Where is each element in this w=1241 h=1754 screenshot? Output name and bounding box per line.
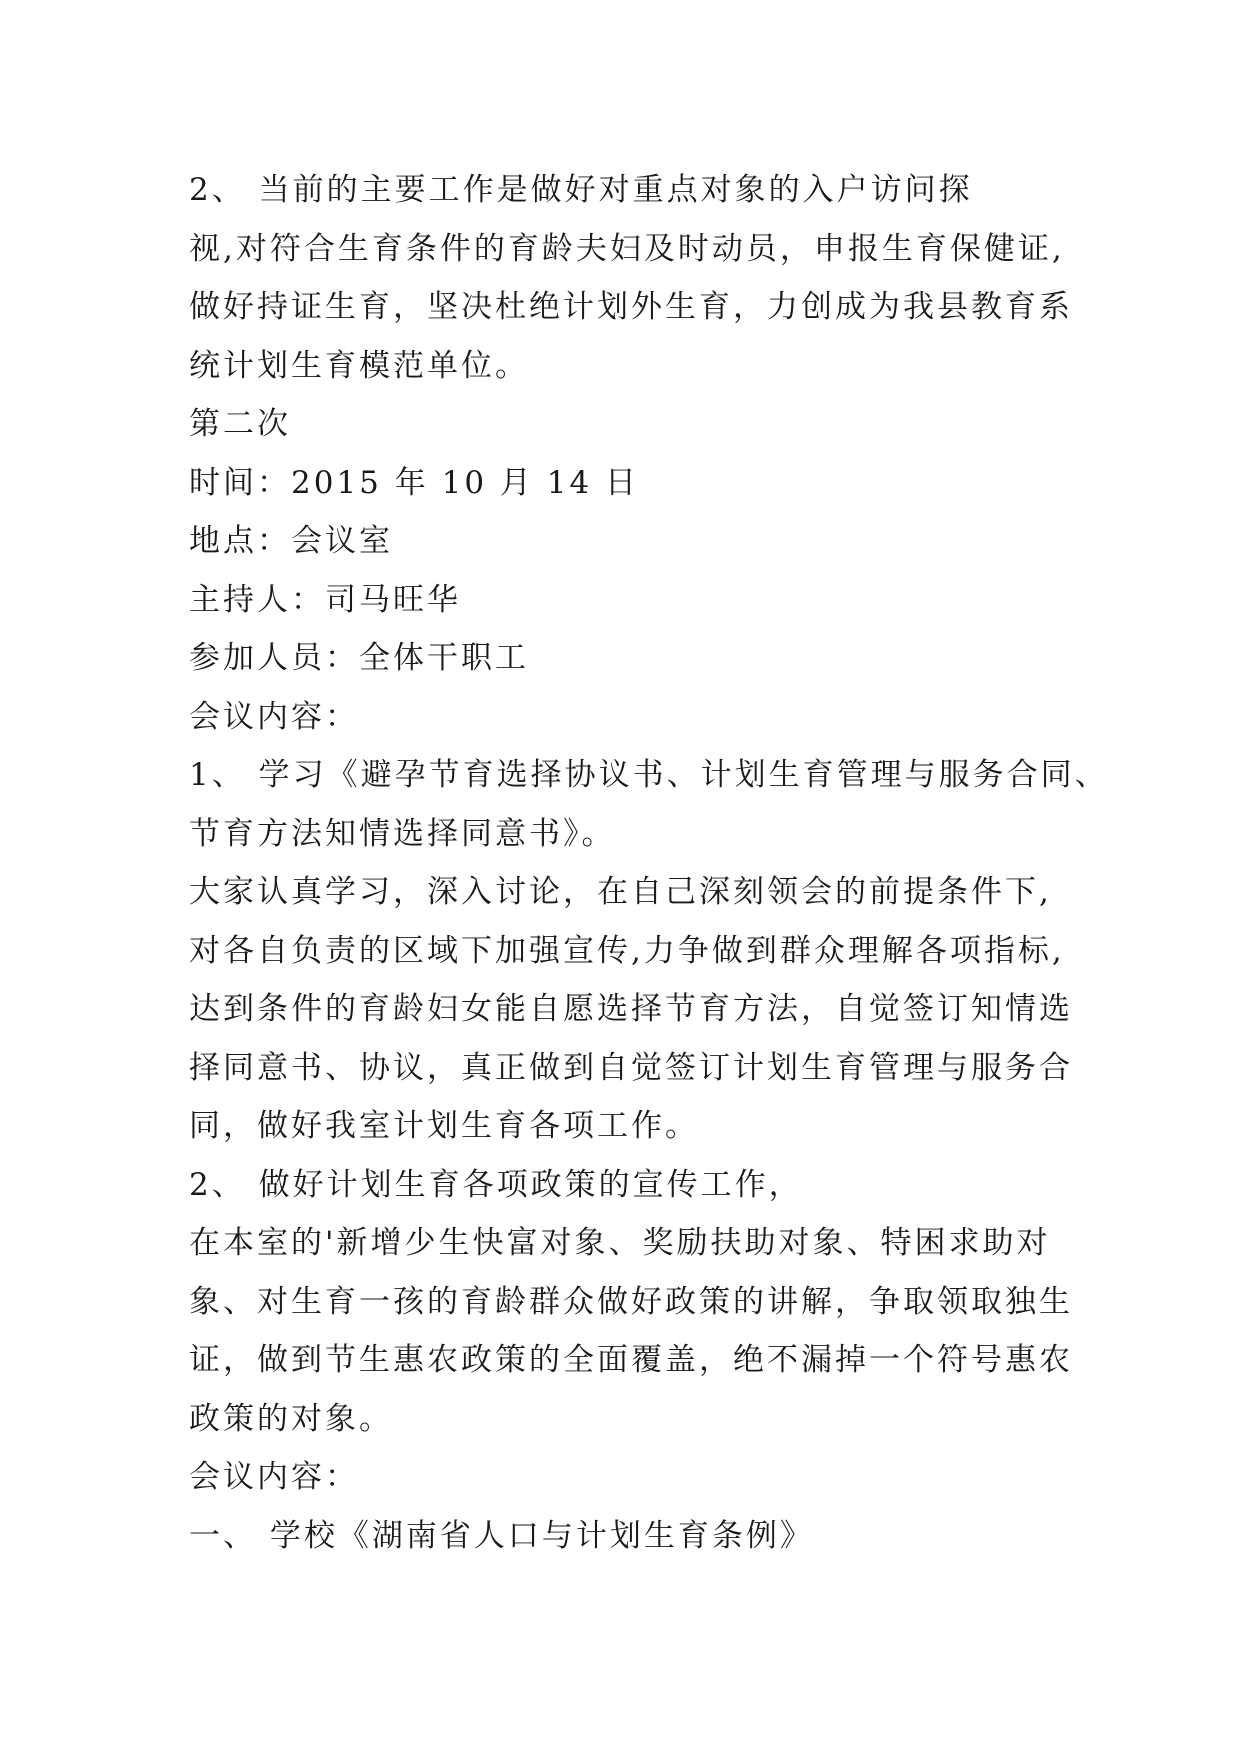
text-line: 择同意书、协议，真正做到自觉签订计划生育管理与服务合 (189, 1049, 1073, 1086)
text-line: 节育方法知情选择同意书》。 (189, 815, 616, 852)
meeting-content-heading: 会议内容： (189, 1459, 359, 1495)
text-line: 2、 做好计划生育各项政策的宣传工作， (189, 1166, 803, 1203)
text-line: 统计划生育模范单位。 (189, 347, 529, 384)
text-line: 达到条件的育龄妇女能自愿选择节育方法，自觉签订知情选 (189, 991, 1073, 1027)
text-line: 做好持证生育，坚决杜绝计划外生育，力创成为我县教育系 (189, 289, 1073, 325)
meeting-content-heading: 会议内容： (189, 698, 359, 735)
text-line: 证，做到节生惠农政策的全面覆盖，绝不漏掉一个符号惠农 (189, 1342, 1073, 1378)
text-line: 2、 当前的主要工作是做好对重点对象的入户访问探 (189, 172, 973, 208)
meeting-host: 主持人：司马旺华 (189, 581, 461, 618)
meeting-attendees: 参加人员：全体干职工 (189, 640, 529, 676)
text-line: 政策的对象。 (189, 1400, 393, 1437)
document-body (189, 161, 1109, 1565)
text-line: 同，做好我室计划生育各项工作。 (189, 1108, 699, 1144)
meeting-time: 时间：2015 年 10 月 14 日 (189, 464, 640, 501)
meeting-location: 地点：会议室 (189, 523, 393, 559)
text-line: 大家认真学习，深入讨论，在自己深刻领会的前提条件下, (189, 874, 1052, 910)
text-line: 1、 学习《避孕节育选择协议书、计划生育管理与服务合同、 (189, 757, 1109, 793)
text-line: 视,对符合生育条件的育龄夫妇及时动员，申报生育保健证, (189, 230, 1065, 267)
section-heading: 第二次 (189, 406, 291, 442)
text-line: 在本室的'新增少生快富对象、奖励扶助对象、特困求助对 (189, 1225, 1051, 1261)
text-line: 一、 学校《湖南省人口与计划生育条例》 (189, 1517, 814, 1554)
text-line: 象、对生育一孩的育龄群众做好政策的讲解，争取领取独生 (189, 1283, 1073, 1320)
text-line: 对各自负责的区域下加强宣传,力争做到群众理解各项指标, (189, 932, 1065, 969)
